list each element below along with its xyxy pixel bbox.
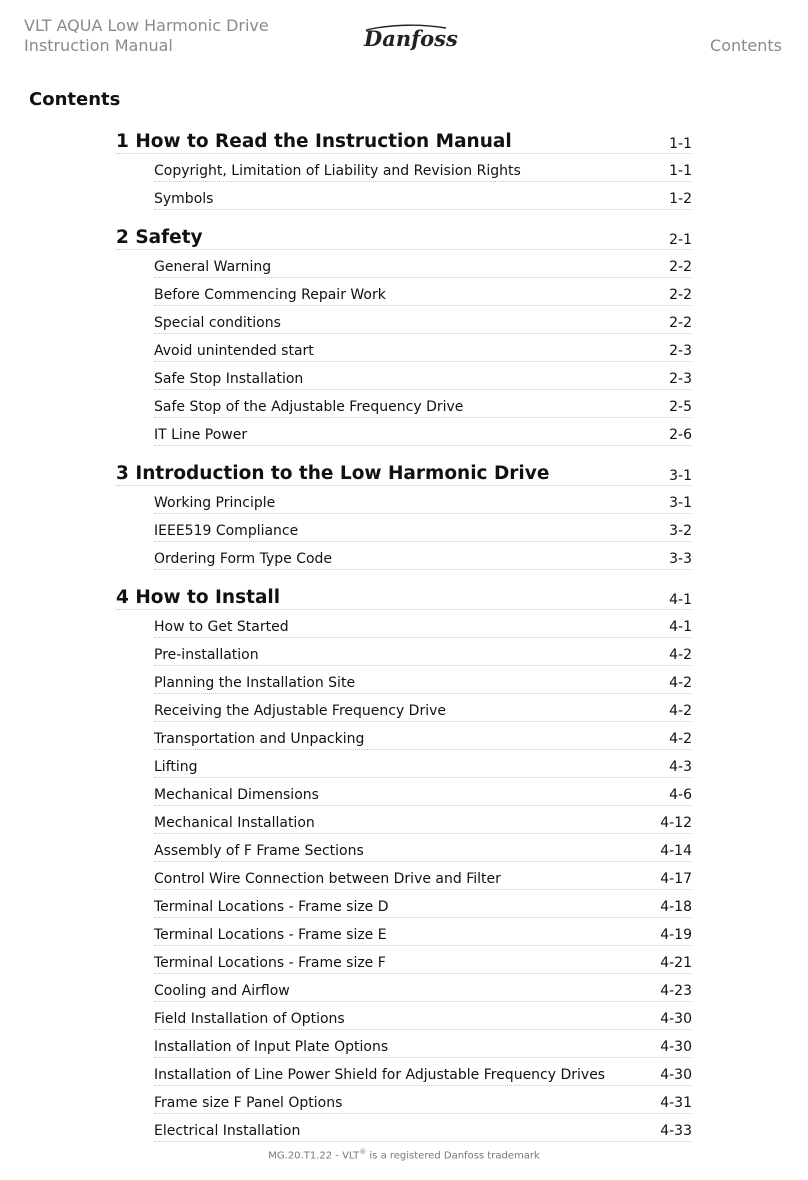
- toc-section-entry[interactable]: [154, 1115, 692, 1142]
- section-title: Terminal Locations - Frame size F: [154, 955, 386, 971]
- toc-section-entry[interactable]: [154, 947, 692, 974]
- logo-text: Danfoss: [364, 26, 458, 51]
- toc-section-entry[interactable]: [154, 807, 692, 834]
- footer-trademark: is a registered Danfoss trademark: [366, 1150, 540, 1162]
- chapter-title: 3 Introduction to the Low Harmonic Drive: [116, 463, 550, 484]
- footer-doc-code: MG.20.T1.22 - VLT: [268, 1150, 360, 1162]
- section-page-number: 4-23: [660, 983, 692, 999]
- toc-chapter: [116, 128, 692, 210]
- toc-section-entry[interactable]: [154, 251, 692, 278]
- toc-section-entry[interactable]: [154, 779, 692, 806]
- toc-section-entry[interactable]: [154, 307, 692, 334]
- toc-section-entry[interactable]: [154, 1031, 692, 1058]
- section-title: IT Line Power: [154, 427, 248, 443]
- section-page-number: 4-2: [669, 731, 692, 747]
- section-title: Cooling and Airflow: [154, 983, 290, 999]
- page-title: Contents: [29, 89, 121, 110]
- section-title: Electrical Installation: [154, 1123, 301, 1139]
- section-title: Symbols: [154, 191, 214, 207]
- toc-section-entry[interactable]: [154, 487, 692, 514]
- chapter-page-number: 4-1: [669, 592, 692, 608]
- toc-section-entry[interactable]: [154, 515, 692, 542]
- toc-chapter: [116, 584, 692, 1142]
- toc-section-entry[interactable]: [154, 335, 692, 362]
- toc-section-entry[interactable]: [154, 183, 692, 210]
- toc-chapter: [116, 224, 692, 446]
- section-title: Mechanical Dimensions: [154, 787, 319, 803]
- section-page-number: 2-5: [669, 399, 692, 415]
- footer: [0, 1148, 808, 1161]
- toc-chapter-entry[interactable]: [116, 224, 692, 250]
- toc-section-entry[interactable]: [154, 835, 692, 862]
- section-page-number: 2-6: [669, 427, 692, 443]
- toc-section-entry[interactable]: [154, 863, 692, 890]
- section-page-number: 4-1: [669, 619, 692, 635]
- section-page-number: 4-30: [660, 1039, 692, 1055]
- section-title: Working Principle: [154, 495, 276, 511]
- toc-section-entry[interactable]: [154, 1087, 692, 1114]
- section-title: Lifting: [154, 759, 198, 775]
- section-title: Control Wire Connection between Drive and Filter: [154, 871, 501, 887]
- registered-mark: ®: [359, 1148, 367, 1156]
- toc-section-entry[interactable]: [154, 543, 692, 570]
- section-page-number: 4-21: [660, 955, 692, 971]
- section-title: Terminal Locations - Frame size D: [154, 899, 389, 915]
- section-page-number: 4-18: [660, 899, 692, 915]
- section-page-number: 2-3: [669, 371, 692, 387]
- section-page-number: 4-2: [669, 703, 692, 719]
- section-title: Transportation and Unpacking: [154, 731, 365, 747]
- section-title: Special conditions: [154, 315, 281, 331]
- toc-section-entry[interactable]: [154, 363, 692, 390]
- section-page-number: 4-14: [660, 843, 692, 859]
- section-page-number: 4-2: [669, 675, 692, 691]
- section-title: Ordering Form Type Code: [154, 551, 333, 567]
- section-title: Assembly of F Frame Sections: [154, 843, 364, 859]
- toc-section-entry[interactable]: [154, 639, 692, 666]
- chapter-title: 1 How to Read the Instruction Manual: [116, 131, 512, 152]
- section-title: Pre-installation: [154, 647, 259, 663]
- chapter-page-number: 2-1: [669, 232, 692, 248]
- section-page-number: 4-2: [669, 647, 692, 663]
- section-page-number: 4-17: [660, 871, 692, 887]
- toc-chapter-entry[interactable]: [116, 584, 692, 610]
- chapter-title: 4 How to Install: [116, 587, 281, 608]
- section-page-number: 4-33: [660, 1123, 692, 1139]
- toc-section-entry[interactable]: [154, 1059, 692, 1086]
- section-page-number: 2-2: [669, 315, 692, 331]
- toc-section-entry[interactable]: [154, 751, 692, 778]
- toc-section-entry[interactable]: [154, 667, 692, 694]
- section-page-number: 4-6: [669, 787, 692, 803]
- section-page-number: 4-31: [660, 1095, 692, 1111]
- chapter-page-number: 3-1: [669, 468, 692, 484]
- section-title: Before Commencing Repair Work: [154, 287, 386, 303]
- chapter-title: 2 Safety: [116, 227, 203, 248]
- section-title: Planning the Installation Site: [154, 675, 356, 691]
- section-page-number: 4-30: [660, 1067, 692, 1083]
- section-title: Safe Stop of the Adjustable Frequency Drive: [154, 399, 464, 415]
- header-section-label: Contents: [710, 36, 782, 55]
- section-title: Copyright, Limitation of Liability and Revision Rights: [154, 163, 521, 179]
- section-title: IEEE519 Compliance: [154, 523, 299, 539]
- toc-section-entry[interactable]: [154, 419, 692, 446]
- section-title: Avoid unintended start: [154, 343, 314, 359]
- toc-section-entry[interactable]: [154, 279, 692, 306]
- document-title: VLT AQUA Low Harmonic Drive Instruction Manual: [24, 16, 269, 55]
- section-title: Field Installation of Options: [154, 1011, 345, 1027]
- section-page-number: 1-2: [669, 191, 692, 207]
- section-page-number: 4-12: [660, 815, 692, 831]
- section-title: Installation of Line Power Shield for Adjustable Frequency Drives: [154, 1067, 606, 1083]
- section-page-number: 3-1: [669, 495, 692, 511]
- section-page-number: 3-3: [669, 551, 692, 567]
- section-page-number: 3-2: [669, 523, 692, 539]
- toc-section-entry[interactable]: [154, 695, 692, 722]
- section-title: How to Get Started: [154, 619, 289, 635]
- section-page-number: 4-19: [660, 927, 692, 943]
- table-of-contents: [116, 128, 692, 1156]
- toc-section-entry[interactable]: [154, 975, 692, 1002]
- section-title: Receiving the Adjustable Frequency Drive: [154, 703, 447, 719]
- section-page-number: 2-2: [669, 287, 692, 303]
- section-title: General Warning: [154, 259, 272, 275]
- section-title: Installation of Input Plate Options: [154, 1039, 389, 1055]
- section-title: Terminal Locations - Frame size E: [154, 927, 387, 943]
- toc-section-entry[interactable]: [154, 723, 692, 750]
- section-title: Safe Stop Installation: [154, 371, 304, 387]
- toc-chapter-entry[interactable]: [116, 128, 692, 154]
- danfoss-logo: [362, 22, 458, 52]
- toc-section-entry[interactable]: [154, 1003, 692, 1030]
- section-page-number: 4-30: [660, 1011, 692, 1027]
- toc-chapter-entry[interactable]: [116, 460, 692, 486]
- toc-section-entry[interactable]: [154, 391, 692, 418]
- section-page-number: 1-1: [669, 163, 692, 179]
- section-page-number: 2-2: [669, 259, 692, 275]
- toc-section-entry[interactable]: [154, 919, 692, 946]
- section-title: Frame size F Panel Options: [154, 1095, 343, 1111]
- toc-chapter: [116, 460, 692, 570]
- toc-section-entry[interactable]: [154, 891, 692, 918]
- section-page-number: 2-3: [669, 343, 692, 359]
- section-page-number: 4-3: [669, 759, 692, 775]
- toc-section-entry[interactable]: [154, 155, 692, 182]
- section-title: Mechanical Installation: [154, 815, 315, 831]
- chapter-page-number: 1-1: [669, 136, 692, 152]
- toc-section-entry[interactable]: [154, 611, 692, 638]
